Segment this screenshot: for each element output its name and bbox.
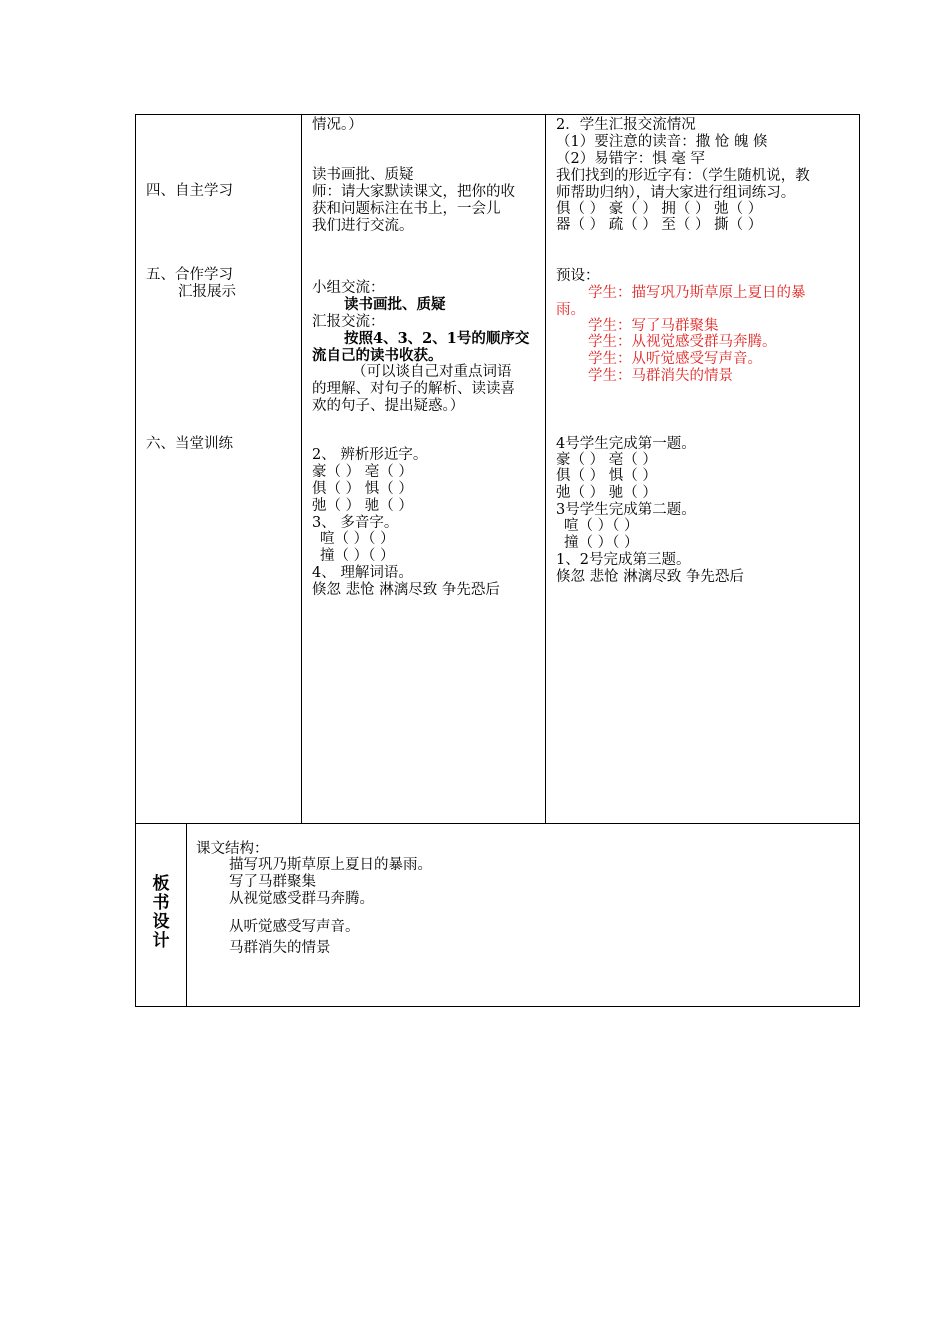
student-line: 俱（ ） 豪（ ） 拥（ ） 弛（ ） bbox=[556, 201, 763, 217]
teacher-line: 2、 辨析形近字。 bbox=[312, 447, 428, 463]
board-line: 描写巩乃斯草原上夏日的暴雨。 bbox=[229, 857, 432, 873]
stage-cooperative-study: 五、合作学习 bbox=[146, 267, 233, 283]
student-line-highlight: 雨。 bbox=[556, 302, 585, 318]
student-line: 弛（ ） 驰（ ） bbox=[556, 485, 657, 501]
board-design-title: 板书设计 bbox=[152, 874, 170, 951]
teacher-line: 我们进行交流。 bbox=[312, 218, 414, 234]
board-title-divider bbox=[186, 823, 187, 1007]
student-line: 4号学生完成第一题。 bbox=[556, 436, 696, 452]
teacher-line: 按照4、3、2、1号的顺序交 bbox=[344, 330, 530, 347]
teacher-line: 情况。） bbox=[312, 117, 363, 133]
stage-class-training: 六、当堂训练 bbox=[146, 436, 233, 452]
student-line-highlight: 学生：从视觉感受群马奔腾。 bbox=[588, 334, 777, 350]
student-line: 预设： bbox=[556, 268, 600, 284]
student-line-highlight: 学生：马群消失的情景 bbox=[588, 368, 733, 384]
teacher-line: 3、 多音字。 bbox=[312, 515, 399, 531]
student-line: 喧（ ）（ ） bbox=[564, 518, 639, 534]
teacher-line: 倏忽 悲怆 淋漓尽致 争先恐后 bbox=[312, 582, 500, 598]
teacher-line: 豪（ ） 亳（ ） bbox=[312, 464, 413, 480]
student-line: 师帮助归纳），请大家进行组词练习。 bbox=[556, 185, 796, 201]
board-line: 从听觉感受写声音。 bbox=[229, 919, 360, 935]
teacher-line: 读书画批、质疑 bbox=[312, 167, 414, 183]
student-line-highlight: 学生：从听觉感受写声音。 bbox=[588, 351, 762, 367]
student-line: （1）要注意的读音：撒 怆 魄 倏 bbox=[556, 134, 768, 150]
teacher-line: 弛（ ） 驰（ ） bbox=[312, 498, 413, 514]
column-divider-2 bbox=[545, 114, 546, 824]
student-line: 我们找到的形近字有：（学生随机说，教 bbox=[556, 168, 810, 184]
student-line: 俱（ ） 惧（ ） bbox=[556, 468, 657, 484]
student-line: 2．学生汇报交流情况 bbox=[556, 117, 696, 133]
board-line: 写了马群聚集 bbox=[229, 874, 316, 890]
teacher-line: 喧（ ）（ ） bbox=[320, 531, 395, 547]
student-line: 撞（ ）（ ） bbox=[564, 535, 639, 551]
teacher-line: 的理解、对句子的解析、读读喜 bbox=[312, 381, 515, 397]
stage-report-display: 汇报展示 bbox=[178, 284, 236, 300]
column-divider-1 bbox=[301, 114, 302, 824]
student-line: 1、2号完成第三题。 bbox=[556, 552, 691, 568]
teacher-line: 欢的句子、提出疑惑。） bbox=[312, 398, 465, 414]
teacher-line: 俱（ ） 惧（ ） bbox=[312, 481, 413, 497]
student-line: （2）易错字：惧 毫 罕 bbox=[556, 151, 705, 167]
teacher-line: 汇报交流： bbox=[312, 314, 385, 330]
teacher-line: （可以谈自己对重点词语 bbox=[352, 364, 512, 380]
stage-self-study: 四、自主学习 bbox=[146, 183, 233, 199]
teacher-line: 流自己的读书收获。 bbox=[312, 347, 443, 364]
student-line: 倏忽 悲怆 淋漓尽致 争先恐后 bbox=[556, 569, 744, 585]
board-line: 马群消失的情景 bbox=[229, 940, 331, 956]
student-line: 豪（ ） 亳（ ） bbox=[556, 452, 657, 468]
student-line-highlight: 学生：写了马群聚集 bbox=[588, 318, 719, 334]
teacher-line: 4、 理解词语。 bbox=[312, 565, 413, 581]
student-line-highlight: 学生：描写巩乃斯草原上夏日的暴 bbox=[588, 285, 806, 301]
board-section-divider bbox=[135, 823, 860, 824]
teacher-line: 获和问题标注在书上，一会儿 bbox=[312, 201, 501, 217]
teacher-line: 读书画批、质疑 bbox=[344, 296, 446, 313]
board-line: 从视觉感受群马奔腾。 bbox=[229, 891, 374, 907]
student-line: 器（ ） 疏（ ） 至（ ） 撕（ ） bbox=[556, 217, 763, 233]
board-line: 课文结构： bbox=[196, 841, 269, 857]
teacher-line: 撞（ ）（ ） bbox=[320, 548, 395, 564]
teacher-line: 小组交流： bbox=[312, 280, 385, 296]
student-line: 3号学生完成第二题。 bbox=[556, 502, 696, 518]
teacher-line: 师：请大家默读课文，把你的收 bbox=[312, 184, 515, 200]
